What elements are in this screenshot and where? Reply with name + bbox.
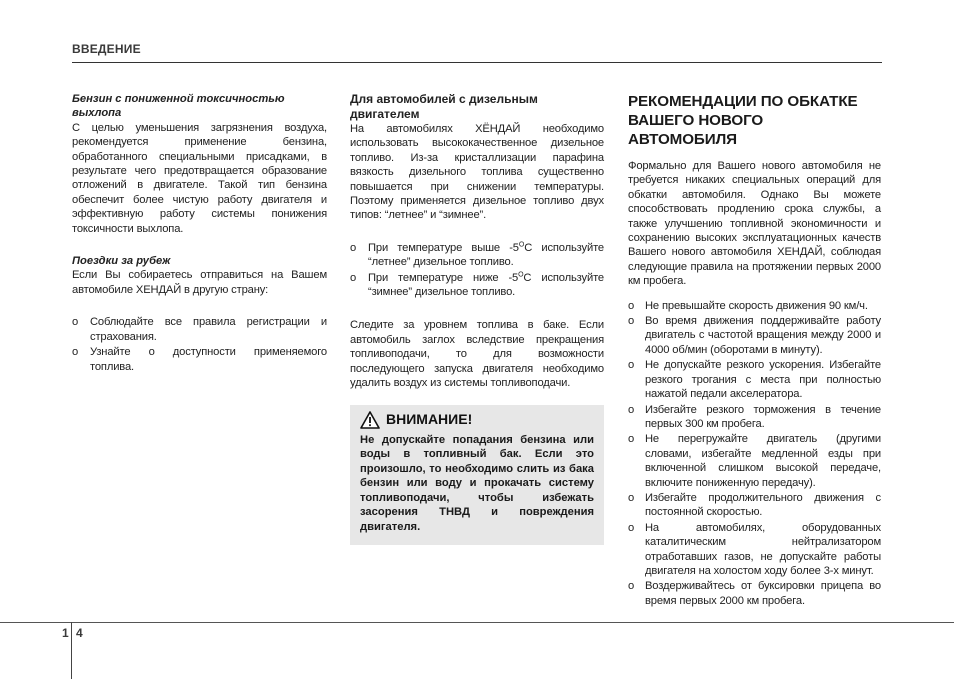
column-1 bbox=[72, 92, 327, 375]
list-item: o Избегайте резкого торможения в течение первых 300 км пробега. bbox=[628, 403, 881, 430]
warning-title: ВНИМАНИЕ! bbox=[386, 411, 473, 428]
list-item: o Узнайте о доступности применяемого топлива. bbox=[72, 346, 327, 373]
diesel-air-text: Следите за уровнем топлива в баке. Если автомобиль заглох вследствие прекращения топливоподачи, то для возможности последующего запуска двигателя необходимо удалить воздух из системы топливоподачи. bbox=[350, 319, 604, 390]
page-number-digit: 1 bbox=[62, 626, 69, 640]
list-item: o При температуре выше $-5^OC$ используйте “летнее” дизельное топливо. bbox=[350, 241, 604, 269]
low-toxicity-heading: Бензин с пониженной токсичностью выхлопа bbox=[72, 93, 285, 120]
break-in-list bbox=[628, 299, 881, 609]
list-item: o Воздерживайтесь от буксировки прицепа во время первых 2000 км пробега. bbox=[628, 580, 881, 607]
list-item: o Избегайте продолжительного движения с постоянной скоростью. bbox=[628, 491, 881, 519]
low-toxicity-text: С целью уменьшения загрязнения воздуха, рекомендуется применение бензина, обработанного специальными присадками, в результате чего предотвращается образование отложений в двигателе. Такой тип бензина обеспечит более чистую работу двигателя и эффективную работу системы понижения токсичности выхлопа. bbox=[72, 121, 327, 235]
page-number-digit: 4 bbox=[76, 626, 83, 640]
list-item: o Не перегружайте двигатель (другими словами, избегайте медленной езды при включенной слишком высокой передаче, включите пониженную передачу). bbox=[628, 433, 881, 489]
warning-icon bbox=[360, 411, 380, 429]
header-rule bbox=[72, 62, 882, 63]
diesel-text: На автомобилях ХЁНДАЙ необходимо использовать высококачественное дизельное топливо. Из-за кристаллизации парафина вязкость дизельного топлива существенно повышается при снижении температуры. Поэтому применяется дизельное топливо двух типов: “летнее” и “зимнее”. bbox=[350, 123, 604, 222]
column-2 bbox=[350, 92, 604, 545]
page-number-divider bbox=[71, 622, 72, 679]
list-item: o Во время движения поддерживайте работу двигатель с частотой вращения между 2000 и 4000 об/мин (оборотами в минуту). bbox=[628, 315, 881, 356]
warning-text: Не допускайте попадания бензина или воды в топливный бак. Если это произошло, то необходимо слить из бака бензин или воду и прокачать систему топливоподачи, чтобы избежать засорения ТНВД и повреждения двигателя. bbox=[360, 433, 594, 534]
section-label: ВВЕДЕНИЕ bbox=[72, 42, 141, 56]
abroad-heading: Поездки за рубеж bbox=[72, 255, 171, 268]
column-3 bbox=[628, 92, 881, 609]
list-item: o При температуре ниже $-5^OC$ используйте “зимнее” дизельное топливо. bbox=[350, 270, 604, 299]
list-item: o На автомобилях, оборудованных каталитическим нейтрализатором отработавших газов, не допускайте работы двигателя на холостом ходу более 3-х минут. bbox=[628, 521, 881, 577]
list-item: o Не допускайте резкого ускорения. Избегайте резкого трогания с места при полностью нажатой педали акселератора. bbox=[628, 359, 881, 401]
footer-rule bbox=[0, 622, 954, 623]
abroad-list bbox=[72, 315, 327, 374]
diesel-list bbox=[350, 241, 604, 300]
warning-box bbox=[350, 405, 604, 545]
break-in-intro: Формально для Вашего нового автомобиля не требуется никаких специальных операций для обкатки автомобиля. Однако Вы можете способствовать продлению срока службы, а также улучшению топливной экономичности и сохранению высоких эксплуатационных качеств Вашего нового автомобиля ХЕНДАЙ, соблюдая следующие правила на протяжении первых 2000 км пробега. bbox=[628, 160, 881, 288]
break-in-title: РЕКОМЕНДАЦИИ ПО ОБКАТКЕ ВАШЕГО НОВОГО АВТОМОБИЛЯ bbox=[628, 93, 858, 148]
abroad-text: Если Вы собираетесь отправиться на Вашем автомобиле ХЕНДАЙ в другую страну: bbox=[72, 269, 327, 296]
list-item: o Не превышайте скорость движения 90 км/ч. bbox=[628, 299, 868, 312]
list-item: o Соблюдайте все правила регистрации и страхования. bbox=[72, 316, 327, 343]
diesel-heading: Для автомобилей с дизельным двигателем bbox=[350, 92, 538, 121]
